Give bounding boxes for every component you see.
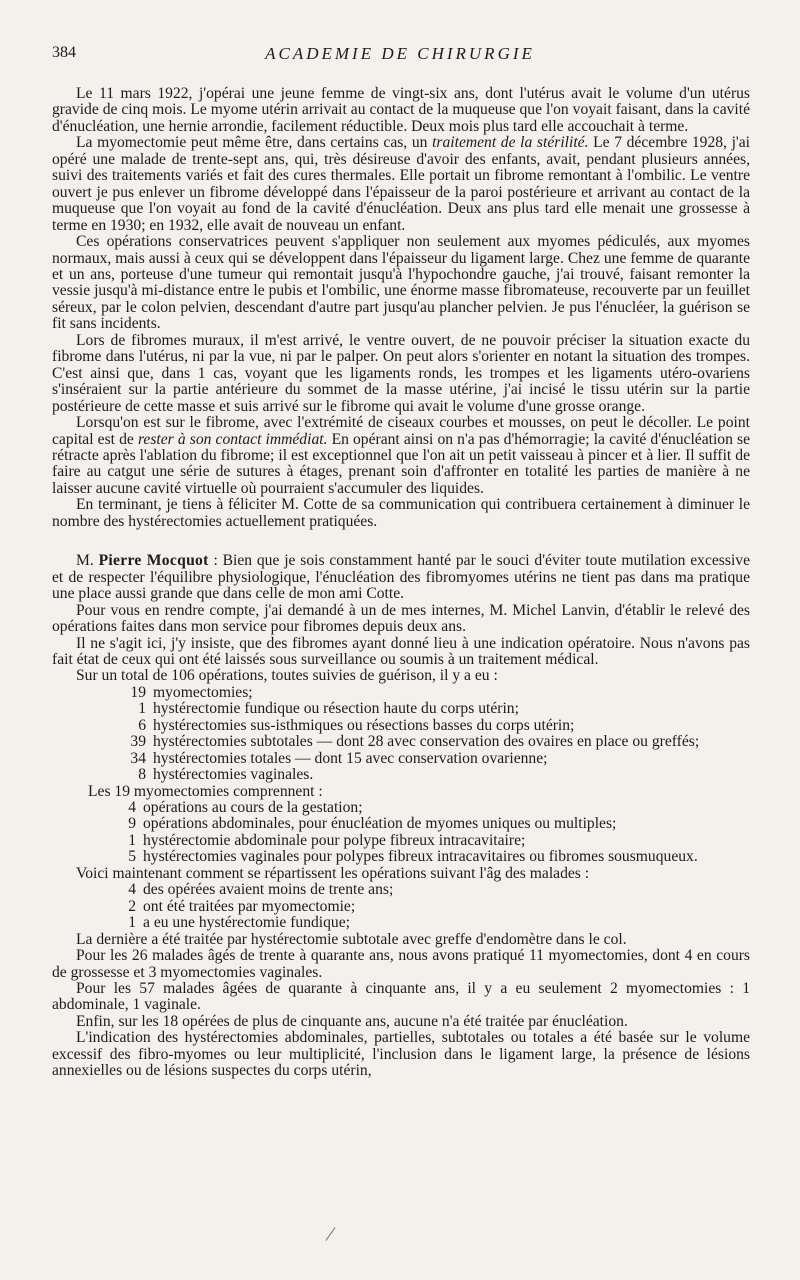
item-text: hystérectomies sus-isthmiques ou résections basses du corps utérin; [153,716,575,734]
pencil-mark [326,1227,336,1241]
paragraph: Voici maintenant comment se répartissent les opérations suivant l'âg des malades : [76,864,590,882]
paragraph: Pour les 57 malades âgées de quarante à cinquante ans, il y a eu seulement 2 myomectomies : 1 abdominale, 1 vaginale. [52,980,750,1014]
paragraph [52,415,750,497]
list-item [52,734,750,750]
item-text: opérations abdominales, pour énucléation de myomes uniques ou multiples; [143,815,617,833]
text-run: La myomectomie peut même être, dans certains cas, un [76,134,433,152]
list-item [52,800,750,816]
list-item [52,767,750,783]
text-run: : Bien que je sois constamment hanté par le souci d'éviter toute mutilation excessive et de respecter l'équilibre physiologique, l'énucléation des fibromyomes utérins ne tient pas dans ma pratique une place aussi grande que dans celle de mon ami Cotte. [52,552,750,603]
paragraph: Sur un total de 106 opérations, toutes suivies de guérison, il y a eu : [76,667,498,685]
emphasis: traitement de la stérilité. [432,134,589,152]
item-text: des opérées avaient moins de trente ans; [143,881,394,899]
paragraph [52,553,750,602]
item-text: hystérectomies subtotales — dont 28 avec conservation des ovaires en place ou greffés; [153,733,700,751]
paragraph: Lors de fibromes muraux, il m'est arrivé, le ventre ouvert, de ne pouvoir préciser la situation exacte du fibrome dans l'utérus, ni par la vue, ni par le palper. On peut alors s'orienter en notant la situation des trompes. C'est ainsi que, dans 1 cas, voyant que les ligaments ronds, les trompes et les ligaments utéro-ovariens s'inséraient sur la partie antérieure du sommet de la masse utérine, j'ai incisé le tissu utérin sur la partie postérieure de cette masse et suis arrivé sur le fibrome qui avait le volume d'une grosse orange. [52,331,750,415]
paragraph: Pour vous en rendre compte, j'ai demandé à un de mes internes, M. Michel Lanvin, d'établir le relevé des opérations faites dans mon service pour fibromes depuis deux ans. [52,601,750,636]
item-count: 1 [128,831,136,849]
list-item [52,816,750,832]
item-text: ont été traitées par myomectomie; [143,897,356,915]
running-title: ACADEMIE DE CHIRURGIE [265,44,535,63]
list-item [52,882,750,898]
list-item [52,701,750,717]
text-run: M. [76,552,99,570]
item-count: 4 [128,881,136,899]
item-text: hystérectomies vaginales. [153,766,314,784]
item-count: 39 [130,733,146,751]
body-text [52,86,750,1080]
item-count: 2 [128,897,136,915]
list-item [52,915,750,931]
item-text: myomectomies; [153,683,253,701]
section-gap [52,530,750,553]
text-run: En opérant ainsi on n'a pas d'hémorragie; la cavité d'énucléation se rétracte après l'ablation du fibrome; il est exceptionnel que l'on ait un petit vaisseau à pincer et à lier. Il suffit de faire au catgut une série de sutures à étages, prenant soin d'affronter en totalité les parties de manière à ne laisser aucune cavité virtuelle où pourraient s'accumuler des liquides. [52,430,750,497]
page-header [52,44,748,66]
emphasis: rester à son contact immédiat. [137,430,328,448]
item-count: 8 [138,766,146,784]
list-item [52,899,750,915]
item-count: 6 [138,716,146,734]
paragraph: Les 19 myomectomies comprennent : [88,782,323,800]
item-count: 4 [128,799,136,817]
item-text: opérations au cours de la gestation; [143,799,363,817]
paragraph: Pour les 26 malades âgés de trente à quarante ans, nous avons pratiqué 11 myomectomies, dont 4 en cours de grossesse et 3 myomectomies vaginales. [52,947,750,981]
item-text: a eu une hystérectomie fundique; [143,914,350,932]
paragraph: Il ne s'agit ici, j'y insiste, que des fibromes ayant donné lieu à une indication opératoire. Nous n'avons pas fait état de ceux qui ont été laissés sous surveillance ou soumis à un traitement médical. [52,634,750,668]
paragraph: L'indication des hystérectomies abdominales, partielles, subtotales ou totales a été basée sur le volume excessif des fibro-myomes ou leur multiplicité, l'inclusion dans le ligament large, la présence de lésions annexielles ou de lésions suspectes du corps utérin, [52,1029,750,1080]
paragraph [52,135,750,234]
item-count: 1 [128,914,136,932]
operations-list [52,685,750,784]
text-run: Le 7 décembre 1928, j'ai opéré une malade de trente-sept ans, qui, très désireuse d'avoir des enfants, avait, pendant plusieurs années, suivi des traitements variés et fait des cures thermales. Elle portait un fibrome remontant à l'ombilic. Le ventre ouvert je pus enlever un fibrome développé dans l'épaisseur de la paroi postérieure et arrivant au contact de la muqueuse que l'on voyait au fond de la cavité d'énucléation. Deux ans plus tard elle menait une grossesse à terme en 1930; en 1932, elle avait de nouveau un enfant. [52,134,750,234]
item-count: 9 [128,815,136,833]
item-count: 34 [130,749,146,767]
list-item [52,833,750,849]
paragraph: En terminant, je tiens à féliciter M. Cotte de sa communication qui contribuera certainement à diminuer le nombre des hystérectomies actuellement pratiquées. [52,496,750,530]
list-item [52,849,750,865]
item-text: hystérectomies totales — dont 15 avec conservation ovarienne; [153,749,548,767]
text-run: Lorsqu'on est sur le fibrome, avec l'extrémité de ciseaux courbes et mousses, on peut le décoller. Le point capital est de [52,414,750,448]
item-text: hystérectomies vaginales pour polypes fibreux intracavitaires ou fibromes sousmuqueux. [143,848,698,866]
list-item [52,751,750,767]
item-count: 19 [130,683,146,701]
item-count: 1 [138,700,146,718]
list-item [52,718,750,734]
item-count: 5 [128,848,136,866]
myomectomies-list [52,800,750,866]
item-text: hystérectomie fundique ou résection haute du corps utérin; [153,700,519,718]
item-text: hystérectomie abdominale pour polype fibreux intracavitaire; [143,831,526,849]
speaker-name: Pierre Mocquot [98,552,209,570]
paragraph: Le 11 mars 1922, j'opérai une jeune femme de vingt-six ans, dont l'utérus avait le volume d'un utérus gravide de cinq mois. Le myome utérin arrivait au contact de la muqueuse que l'on voyait faisant, dans la cavité d'énucléation, une hernie arrondie, facilement réductible. Deux mois plus tard elle accouchait à terme. [52,85,750,135]
paragraph: La dernière a été traitée par hystérectomie subtotale avec greffe d'endomètre dans le col. [76,930,627,948]
paragraph: Enfin, sur les 18 opérées de plus de cinquante ans, aucune n'a été traitée par énucléation. [76,1012,628,1030]
ages-list [52,882,750,931]
paragraph: Ces opérations conservatrices peuvent s'appliquer non seulement aux myomes pédiculés, aux myomes normaux, mais aussi à ceux qui se développent dans l'épaisseur du ligament large. Chez une femme de quarante et un ans, porteuse d'une tumeur qui remontait jusqu'à l'hypochondre gauche, j'ai trouvé, faisant remonter la vessie jusqu'à mi-distance entre le pubis et l'ombilic, une énorme masse fibromateuse, recouverte par un feuillet séreux, par le colon pelvien, descendant d'autre part jusqu'au plancher pelvien. Je pus l'énucléer, la guérison se fit sans incidents. [52,233,750,333]
page-number: 384 [52,44,76,61]
list-item [52,685,750,701]
